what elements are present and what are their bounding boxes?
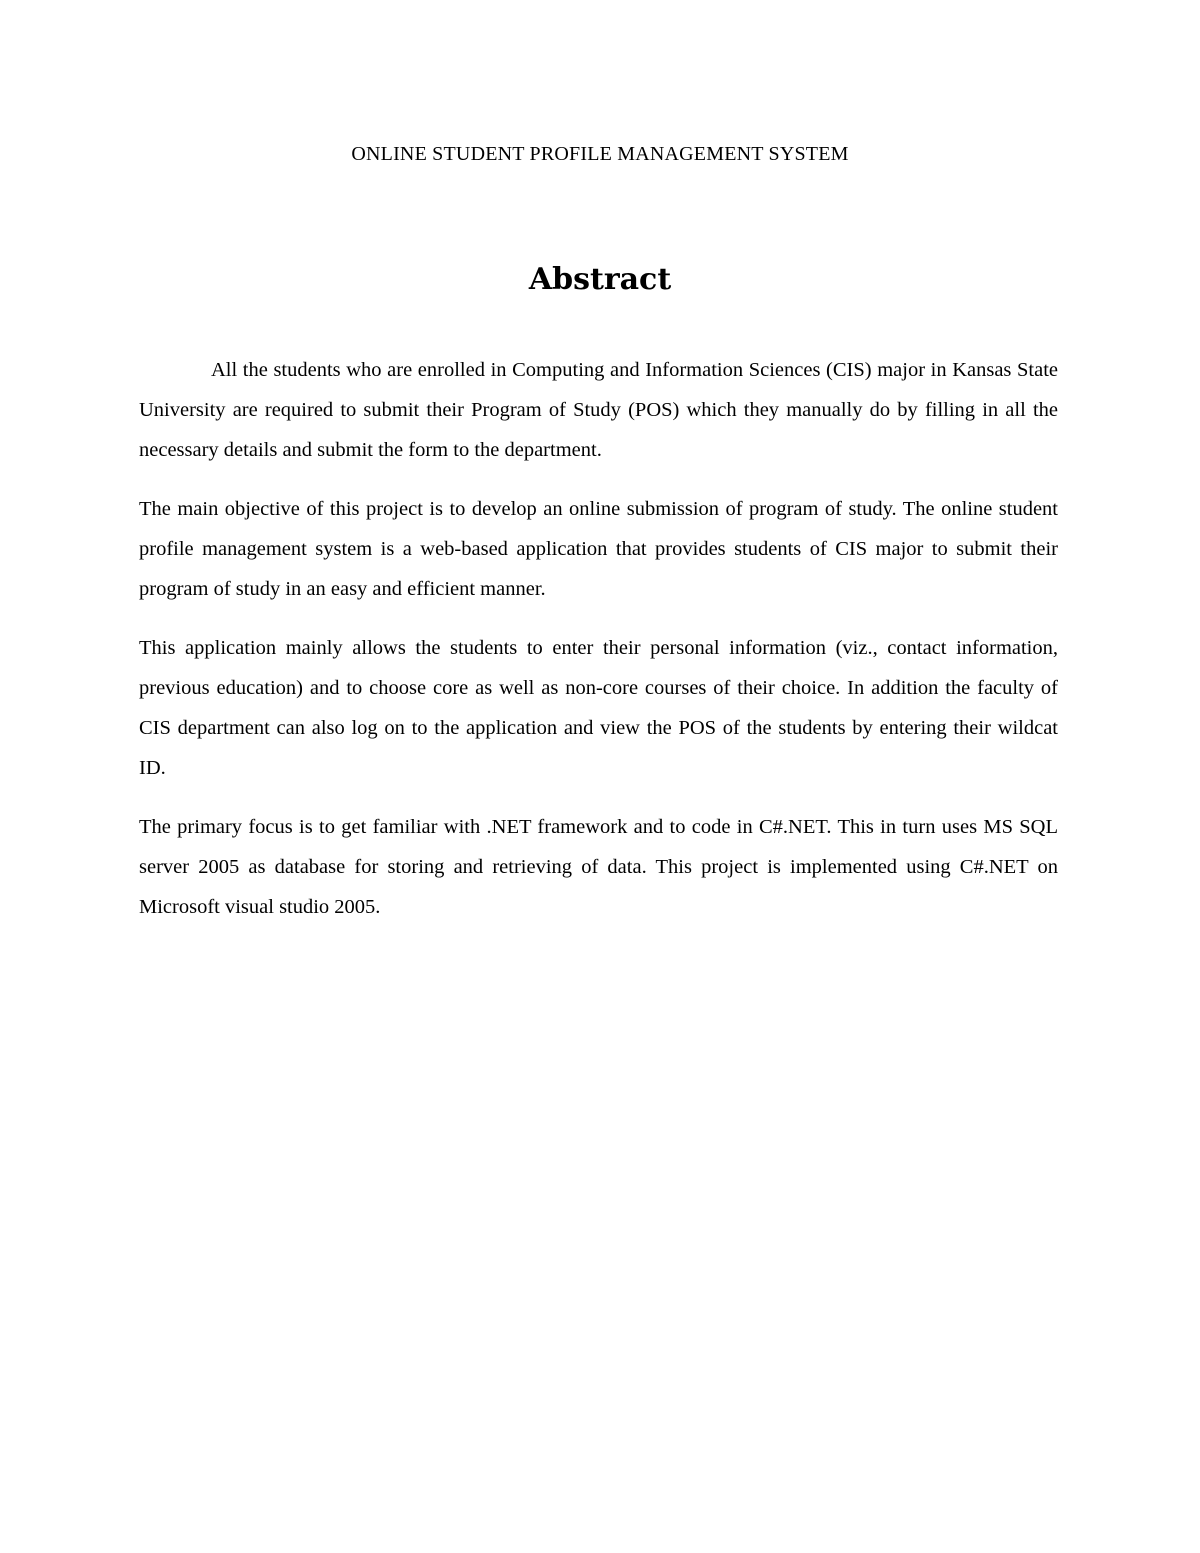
abstract-body [139,350,1058,946]
abstract-paragraph-2: The main objective of this project is to develop an online submission of program of study. The online student profile management system is a web-based application that provides students of CIS major to submit their program of study in an easy and efficient manner. [139,498,1058,600]
abstract-paragraph-4: The primary focus is to get familiar with .NET framework and to code in C#.NET. This in turn uses MS SQL server 2005 as database for storing and retrieving of data. This project is implemented using C#.NET on Microsoft visual studio 2005. [139,816,1058,918]
abstract-heading: Abstract [528,262,672,297]
document-title: ONLINE STUDENT PROFILE MANAGEMENT SYSTEM [351,143,849,165]
abstract-paragraph-1: All the students who are enrolled in Computing and Information Sciences (CIS) major in Kansas State University are required to submit their Program of Study (POS) which they manually do by filling in all the necessary details and submit the form to the department. [139,359,1058,461]
abstract-paragraph-3: This application mainly allows the students to enter their personal information (viz., contact information, previous education) and to choose core as well as non-core courses of their choice. In addition the faculty of CIS department can also log on to the application and view the POS of the students by entering their wildcat ID. [139,637,1058,779]
